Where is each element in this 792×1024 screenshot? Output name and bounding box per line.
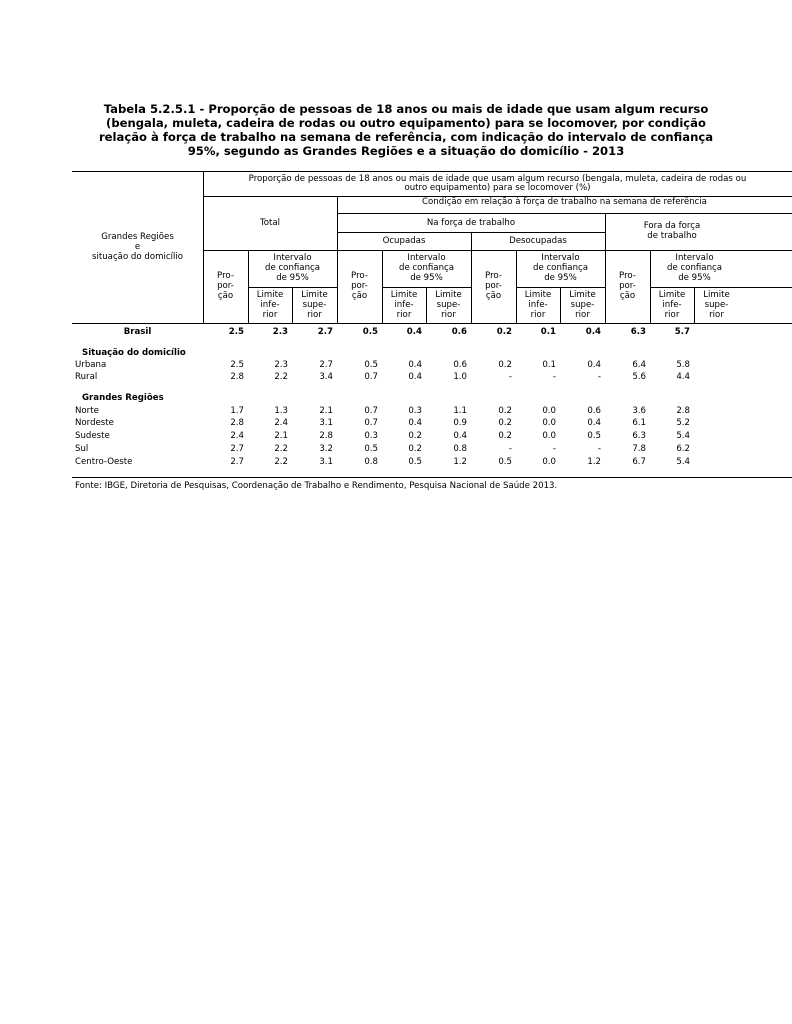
table-cell: 0.2 (408, 444, 422, 454)
section-label: Situação do domicílio (82, 348, 186, 358)
row-header-line: Grandes Regiões (101, 232, 174, 242)
table-cell: 1.7 (230, 406, 244, 416)
row-label: Rural (75, 372, 98, 382)
limite-superior-header-g2: supe- (436, 300, 461, 310)
table-cell: 1.1 (453, 406, 467, 416)
column-rule (694, 287, 695, 324)
table-cell: 3.1 (319, 457, 333, 467)
column-rule (248, 250, 249, 324)
table-cell: 2.2 (274, 444, 288, 454)
limite-superior-header-g1: rior (307, 310, 322, 320)
intervalo-header-g4: de confiança (666, 263, 723, 273)
table-cell: 4.4 (676, 372, 690, 382)
row-label: Norte (75, 406, 99, 416)
table-cell: 0.5 (587, 431, 601, 441)
row-label: Nordeste (75, 418, 114, 428)
row-label: Centro-Oeste (75, 457, 133, 467)
column-rule (292, 287, 293, 324)
table-cell: 0.8 (364, 457, 378, 467)
proporcao-header-g4: ção (619, 291, 636, 301)
limite-superior-header-g4: supe- (704, 300, 729, 310)
table-bottom-rule (72, 477, 792, 478)
table-cell: 2.5 (230, 360, 244, 370)
limite-inferior-header-g2: Limite (390, 290, 418, 300)
table-cell: - (552, 444, 556, 454)
table-cell: 2.7 (230, 457, 244, 467)
table-cell: 5.4 (676, 457, 690, 467)
table-cell: 0.4 (408, 360, 422, 370)
table-cell: 2.7 (319, 360, 333, 370)
table-cell: 2.1 (319, 406, 333, 416)
proporcao-header-g4: Pro- (619, 271, 636, 281)
table-cell: 3.2 (319, 444, 333, 454)
table-cell: 1.0 (453, 372, 467, 382)
table-cell: 3.1 (319, 418, 333, 428)
table-cell: 2.8 (230, 372, 244, 382)
table-cell: 2.8 (230, 418, 244, 428)
intervalo-header-g2: de confiança (398, 263, 455, 273)
table-cell: 0.2 (498, 431, 512, 441)
column-rule (650, 250, 651, 324)
limite-inferior-header-g1: infe- (260, 300, 280, 310)
table-cell: 3.6 (632, 406, 646, 416)
table-cell: 0.1 (542, 360, 556, 370)
table-cell: 2.1 (274, 431, 288, 441)
table-cell: 0.1 (540, 327, 556, 337)
title-line: (bengala, muleta, cadeira de rodas ou outro equipamento) para se locomover, por condição (106, 116, 706, 130)
limite-inferior-header-g4: rior (664, 310, 680, 320)
table-cell: 2.3 (272, 327, 288, 337)
table-cell: 2.7 (230, 444, 244, 454)
proporcao-header-g2: Pro- (351, 271, 368, 281)
intervalo-header-g2: de 95% (410, 273, 443, 283)
title-line: Tabela 5.2.5.1 - Proporção de pessoas de 18 anos ou mais de idade que usam algum recurso (103, 102, 709, 116)
table-cell: 2.5 (228, 327, 244, 337)
column-rule (382, 250, 383, 324)
intervalo-header-g3: de 95% (544, 273, 577, 283)
table-cell: 6.7 (632, 457, 646, 467)
table-cell: - (597, 444, 601, 454)
table-cell: 6.1 (632, 418, 646, 428)
table-cell: 0.5 (362, 327, 378, 337)
limite-superior-header-g2: rior (441, 310, 456, 320)
table-cell: 5.7 (674, 327, 690, 337)
intervalo-header-g4: Intervalo (675, 253, 714, 263)
table-cell: - (597, 372, 601, 382)
table-cell: 2.7 (317, 327, 333, 337)
table-cell: - (508, 444, 512, 454)
header-bottom-rule (72, 323, 792, 324)
table-cell: 2.8 (319, 431, 333, 441)
intervalo-header-g1: Intervalo (273, 253, 312, 263)
table-cell: 0.6 (453, 360, 467, 370)
table-cell: 6.3 (630, 327, 646, 337)
row-label: Urbana (75, 360, 107, 370)
table-cell: 0.0 (542, 418, 556, 428)
limite-superior-header-g4: rior (709, 310, 724, 320)
data-table (72, 171, 792, 479)
limite-superior-header-g4: Limite (703, 290, 730, 300)
table-cell: 0.2 (408, 431, 422, 441)
table-cell: 0.4 (408, 372, 422, 382)
header-rule (650, 287, 792, 288)
table-cell: 0.4 (408, 418, 422, 428)
table-cell: 0.4 (406, 327, 422, 337)
column-rule (337, 196, 338, 324)
table-cell: 1.3 (274, 406, 288, 416)
row-label: Sudeste (75, 431, 110, 441)
table-cell: 6.4 (632, 360, 646, 370)
table-cell: 1.2 (453, 457, 467, 467)
table-cell: 6.3 (632, 431, 646, 441)
limite-inferior-header-g1: Limite (256, 290, 284, 300)
column-rule (516, 250, 517, 324)
table-cell: 2.3 (274, 360, 288, 370)
table-cell: 0.6 (451, 327, 467, 337)
table-cell: 0.4 (587, 418, 601, 428)
na-forca-header: Na força de trabalho (426, 218, 516, 228)
table-cell: 5.2 (676, 418, 690, 428)
proporcao-header-g3: Pro- (485, 271, 502, 281)
proporcao-header-g1: por- (217, 281, 234, 291)
table-cell: 0.3 (364, 431, 378, 441)
table-cell: 0.4 (585, 327, 601, 337)
proporcao-header-g2: por- (351, 281, 368, 291)
table-cell: 0.7 (364, 418, 378, 428)
intervalo-header-g3: Intervalo (541, 253, 580, 263)
table-cell: 2.2 (274, 372, 288, 382)
table-cell: 0.6 (587, 406, 601, 416)
fora-forca-header-line: Fora da força (643, 221, 701, 231)
intervalo-header-g3: de confiança (532, 263, 589, 273)
proporcao-header-g3: por- (485, 281, 502, 291)
table-cell: 0.4 (587, 360, 601, 370)
limite-inferior-header-g2: infe- (394, 300, 414, 310)
header-rule (337, 213, 792, 214)
table-cell: 0.5 (408, 457, 422, 467)
proporcao-header-g1: Pro- (217, 271, 234, 281)
column-rule (471, 232, 472, 324)
row-label: Brasil (123, 327, 152, 337)
table-cell: 0.2 (498, 406, 512, 416)
limite-inferior-header-g4: Limite (658, 290, 686, 300)
table-cell: 6.2 (676, 444, 690, 454)
limite-inferior-header-g3: Limite (524, 290, 552, 300)
row-header-line: situação do domicílio (92, 252, 183, 262)
proporcao-header-g4: por- (619, 281, 636, 291)
table-cell: - (552, 372, 556, 382)
desocupadas-header: Desocupadas (509, 236, 567, 246)
column-rule (426, 287, 427, 324)
row-label: Sul (75, 444, 89, 454)
table-cell: 5.6 (632, 372, 646, 382)
fora-forca-header-line: de trabalho (647, 231, 697, 241)
ocupadas-header: Ocupadas (382, 236, 426, 246)
table-cell: 0.8 (453, 444, 467, 454)
limite-superior-header-g1: Limite (301, 290, 328, 300)
table-cell: 0.0 (542, 457, 556, 467)
column-rule (203, 171, 204, 324)
table-cell: 1.2 (587, 457, 601, 467)
header-rule (203, 250, 792, 251)
table-cell: 0.2 (498, 360, 512, 370)
table-cell: 0.5 (364, 360, 378, 370)
table-top-rule (72, 171, 792, 172)
title-line: relação à força de trabalho na semana de referência, com indicação do intervalo de confiança (98, 130, 714, 144)
limite-superior-header-g3: Limite (569, 290, 596, 300)
table-cell: 0.7 (364, 372, 378, 382)
limite-inferior-header-g3: rior (530, 310, 546, 320)
limite-inferior-header-g1: rior (262, 310, 278, 320)
table-cell: 0.3 (408, 406, 422, 416)
intervalo-header-g1: de confiança (264, 263, 321, 273)
limite-superior-header-g2: Limite (435, 290, 462, 300)
header-rule (203, 196, 792, 197)
section-label: Grandes Regiões (82, 393, 164, 403)
limite-inferior-header-g4: infe- (662, 300, 682, 310)
limite-inferior-header-g3: infe- (528, 300, 548, 310)
column-rule (560, 287, 561, 324)
intervalo-header-g4: de 95% (678, 273, 711, 283)
table-cell: 2.4 (274, 418, 288, 428)
limite-superior-header-g1: supe- (302, 300, 327, 310)
table-cell: 0.5 (498, 457, 512, 467)
table-cell: 0.0 (542, 406, 556, 416)
limite-superior-header-g3: supe- (570, 300, 595, 310)
table-cell: 2.2 (274, 457, 288, 467)
total-header: Total (259, 218, 281, 228)
limite-inferior-header-g2: rior (396, 310, 412, 320)
title-line: 95%, segundo as Grandes Regiões e a situação do domicílio - 2013 (187, 144, 625, 158)
intervalo-header-g2: Intervalo (407, 253, 446, 263)
table-cell: 2.8 (676, 406, 690, 416)
proporcao-header-g3: ção (485, 291, 502, 301)
table-cell: 0.9 (453, 418, 467, 428)
table-cell: 3.4 (319, 372, 333, 382)
table-cell: 5.8 (676, 360, 690, 370)
limite-superior-header-g3: rior (575, 310, 590, 320)
table-cell: 5.4 (676, 431, 690, 441)
row-header-line: e (134, 242, 141, 252)
table-cell: 0.0 (542, 431, 556, 441)
main-header-line: Proporção de pessoas de 18 anos ou mais de idade que usam algum recurso (bengala, muleta, cadeira de rodas ou (248, 174, 747, 184)
table-cell: 0.4 (453, 431, 467, 441)
proporcao-header-g1: ção (217, 291, 234, 301)
main-header-line: outro equipamento) para se locomover (%) (404, 183, 591, 193)
table-cell: 7.8 (632, 444, 646, 454)
table-cell: 0.5 (364, 444, 378, 454)
table-cell: 0.7 (364, 406, 378, 416)
table-cell: 0.2 (496, 327, 512, 337)
condicao-header: Condição em relação à força de trabalho na semana de referência (422, 197, 707, 207)
column-rule (605, 213, 606, 324)
table-cell: - (508, 372, 512, 382)
table-cell: 2.4 (230, 431, 244, 441)
proporcao-header-g2: ção (351, 291, 368, 301)
table-cell: 0.2 (498, 418, 512, 428)
intervalo-header-g1: de 95% (276, 273, 309, 283)
source-note: Fonte: IBGE, Diretoria de Pesquisas, Coordenação de Trabalho e Rendimento, Pesquisa Nacional de Saúde 2013. (75, 481, 558, 491)
